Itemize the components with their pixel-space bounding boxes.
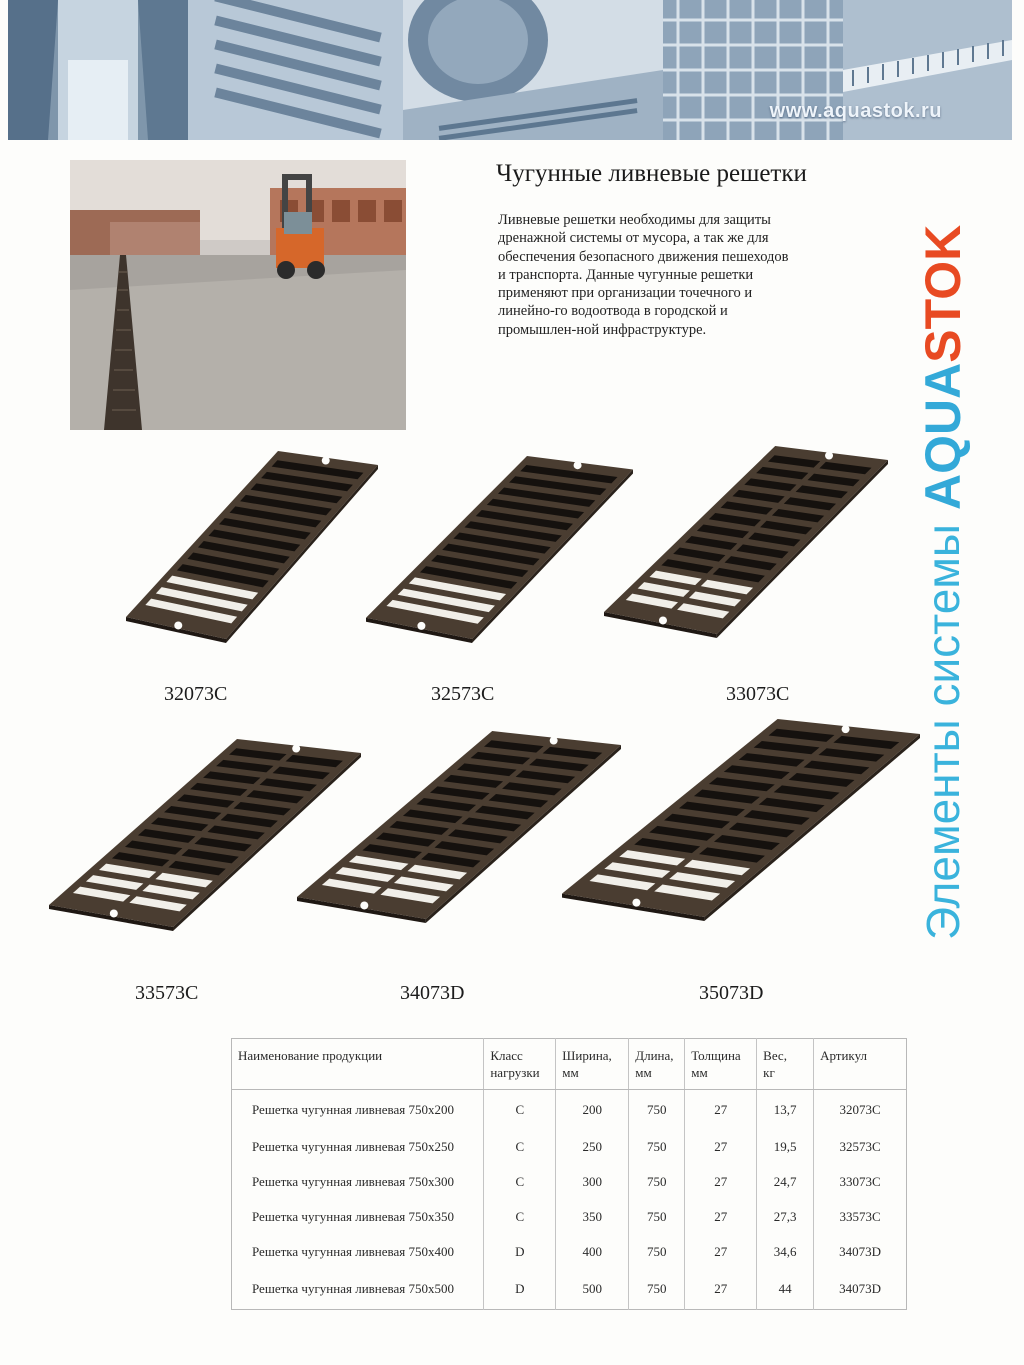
table-row	[232, 1270, 907, 1310]
cell-name: Решетка чугунная ливневая 750x300	[232, 1165, 484, 1200]
cell-load-class: C	[484, 1130, 556, 1165]
cell-article: 32573C	[839, 1139, 881, 1154]
cell-width: 350	[556, 1200, 629, 1235]
product-label-34073D: 34073D	[400, 982, 465, 1004]
header-length: Длина, мм	[629, 1039, 685, 1090]
cell-weight: 44	[757, 1270, 814, 1310]
cell-name: Решетка чугунная ливневая 750x350	[232, 1200, 484, 1235]
cell-thickness: 27	[685, 1235, 757, 1270]
cell-article: 34073D	[839, 1244, 881, 1259]
product-label-33073C: 33073C	[726, 683, 790, 705]
cell-weight: 34,6	[757, 1235, 814, 1270]
product-label-33573C: 33573C	[135, 982, 199, 1004]
cell-length: 750	[629, 1270, 685, 1310]
cell-article: 32073C	[839, 1101, 881, 1117]
cell-thickness: 27	[685, 1090, 757, 1130]
cell-length: 750	[629, 1130, 685, 1165]
cell-name: Решетка чугунная ливневая 750x200	[232, 1090, 484, 1130]
cell-article: 33573C	[839, 1209, 881, 1224]
page-title: Чугунные ливневые решетки	[496, 160, 807, 187]
drainage-site-photo	[70, 160, 406, 430]
grate-image-32573C	[362, 450, 637, 645]
cell-length: 750	[629, 1165, 685, 1200]
cell-thickness: 27	[685, 1270, 757, 1310]
header-load-class: Класс нагрузки	[484, 1039, 556, 1090]
header-width: Ширина, мм	[556, 1039, 629, 1090]
brand-name-stok: STOK	[915, 224, 971, 363]
cell-width: 400	[556, 1235, 629, 1270]
header-article: Артикул	[814, 1039, 907, 1090]
product-label-35073D: 35073D	[699, 982, 764, 1004]
spec-table	[231, 1038, 907, 1310]
cell-load-class: D	[484, 1235, 556, 1270]
cell-weight: 19,5	[757, 1130, 814, 1165]
table-row	[232, 1200, 907, 1235]
header-name: Наименование продукции	[232, 1039, 484, 1090]
grate-image-35073D	[558, 713, 924, 923]
cell-load-class: C	[484, 1090, 556, 1130]
cell-name: Решетка чугунная ливневая 750x400	[232, 1235, 484, 1270]
table-row	[232, 1130, 907, 1165]
cell-thickness: 27	[685, 1130, 757, 1165]
cell-load-class: C	[484, 1165, 556, 1200]
brand-name-aqua: AQUA	[915, 362, 971, 510]
cell-article: 33073C	[839, 1174, 881, 1189]
cell-length: 750	[629, 1090, 685, 1130]
cell-thickness: 27	[685, 1165, 757, 1200]
cell-width: 300	[556, 1165, 629, 1200]
website-url[interactable]: www.aquastok.ru	[769, 100, 942, 122]
header-banner	[8, 0, 1012, 140]
table-row	[232, 1235, 907, 1270]
cell-thickness: 27	[685, 1200, 757, 1235]
grate-image-33073C	[600, 440, 892, 640]
cell-load-class: C	[484, 1200, 556, 1235]
grate-image-32073C	[122, 445, 382, 645]
table-row	[232, 1090, 907, 1130]
cell-width: 200	[556, 1090, 629, 1130]
cell-name: Решетка чугунная ливневая 750x250	[232, 1130, 484, 1165]
header-weight: Вес, кг	[757, 1039, 814, 1090]
cell-weight: 27,3	[757, 1200, 814, 1235]
cell-article: 34073D	[839, 1281, 881, 1297]
cell-width: 500	[556, 1270, 629, 1310]
cell-length: 750	[629, 1235, 685, 1270]
product-label-32573C: 32573C	[431, 683, 495, 705]
table-header-row	[232, 1039, 907, 1090]
cell-weight: 13,7	[757, 1090, 814, 1130]
cell-name: Решетка чугунная ливневая 750x500	[232, 1270, 484, 1310]
cell-length: 750	[629, 1200, 685, 1235]
intro-text: Ливневые решетки необходимы для защиты дренажной системы от мусора, а так же для обеспечения безопасного движения пешеходов и транспорта. Данные чугунные решетки применяют при организации точечного и линейно-го водоотвода в городской и промышлен-ной инфраструктуре.	[498, 212, 789, 338]
header-thickness: Толщина мм	[685, 1039, 757, 1090]
table-row	[232, 1165, 907, 1200]
cell-weight: 24,7	[757, 1165, 814, 1200]
cell-load-class: D	[484, 1270, 556, 1310]
cell-width: 250	[556, 1130, 629, 1165]
brand-tagline: Элементы системы	[917, 524, 969, 940]
product-label-32073C: 32073C	[164, 683, 228, 705]
